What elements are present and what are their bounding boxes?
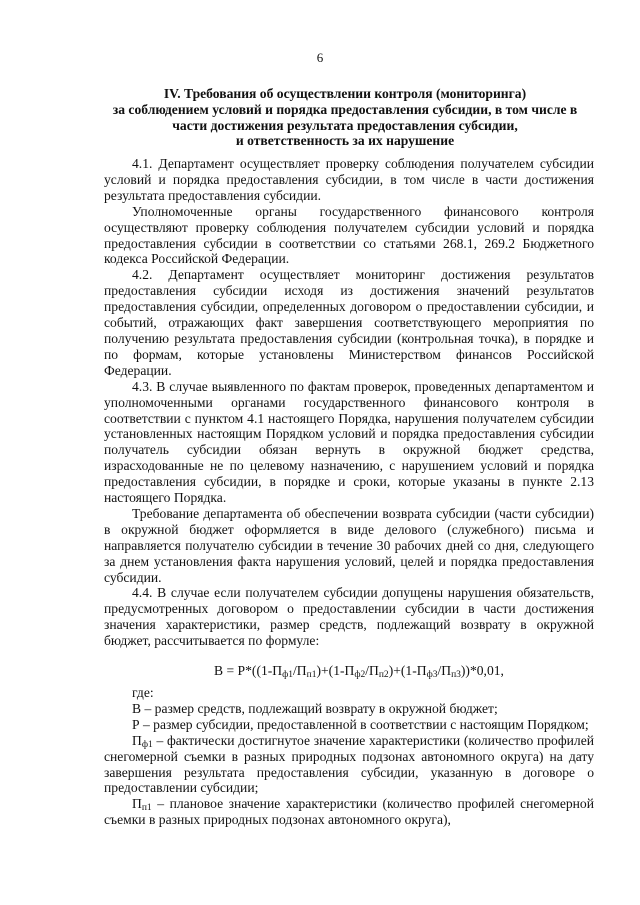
paragraph-4-4: 4.4. В случае если получателем субсидии допущены нарушения обязательств, предусмотренных договором о предоставлении субсидии в части достижения значения характеристики, размер средств, подлежащий возврату в окружной бюджет, рассчитывается по формуле: (104, 585, 594, 649)
formula-part: )+(1-П (388, 663, 427, 679)
paragraph-4-2: 4.2. Департамент осуществляет мониторинг достижения результатов предоставления субсидии исходя из достижения значений результатов предоставления субсидии, определенных договором о предоставлении субсидии, и событий, отражающих факт завершения соответствующего мероприятия по получению результата предоставления субсидии (контрольная точка), в порядке и по формам, которые установлены Министерством финансов Российской Федерации. (104, 267, 594, 378)
page-number: 6 (316, 50, 324, 65)
definition-v: В – размер средств, подлежащий возврату в окружной бюджет; (132, 700, 498, 716)
heading-line: части достижения результата предоставления субсидии, (172, 117, 518, 133)
paragraph-control-bodies: Уполномоченные органы государственного финансового контроля осуществляют проверку соблюдения получателем субсидии условий и порядка предоставления субсидии в соответствии со статьями 268.1, 269.2 Бюджетного кодекса Российской Федерации. (104, 203, 594, 267)
definition-pf1 (104, 733, 594, 797)
formula-subscript: п1 (306, 670, 317, 681)
formula-part: В = Р*((1-П (214, 663, 283, 679)
formula-subscript: п2 (378, 670, 389, 681)
formula-part: /П (437, 663, 452, 679)
definition-text: – фактически достигнутое значение характеристики (количество профилей снегомерной съемки в разных природных подзонах автономного округа) на дату завершения результата предоставления субсидии, указанную в договоре о предоставлении субсидии; (104, 732, 594, 796)
section-heading (100, 86, 590, 149)
definition-pp1 (104, 796, 594, 828)
symbol-subscript: п1 (141, 803, 152, 814)
document-body (104, 156, 594, 828)
formula-subscript: ф1 (282, 670, 294, 681)
heading-line: IV. Требования об осуществлении контроля (мониторинга) (163, 86, 527, 101)
heading-line: и ответственность за их нарушение (235, 133, 455, 149)
formula-part: ))*0,01, (460, 663, 504, 679)
symbol: П (132, 796, 142, 812)
symbol: П (132, 732, 142, 748)
formula-subscript: ф3 (426, 670, 438, 681)
formula-part: /П (365, 663, 379, 679)
paragraph-4-3: 4.3. В случае выявленного по фактам проверок, проведенных департаментом и уполномоченными органами государственного финансового контроля в соответствии с пунктом 4.1 настоящего Порядка, нарушения получателем субсидии установленных настоящим Порядком условий и порядка предоставления субсидии получатель субсидии обязан вернуть в окружной бюджет средства, израсходованные не по целевому назначению, с нарушением условий и порядка предоставления субсидии, в порядке и сроки, которые указаны в пункте 2.13 настоящего Порядка. (104, 378, 594, 506)
paragraph-4-1: 4.1. Департамент осуществляет проверку соблюдения получателем субсидии условий и порядка предоставления субсидии, в том числе в части достижения результата предоставления субсидии. (104, 156, 594, 203)
definition-r: Р – размер субсидии, предоставленной в соответствии с настоящим Порядком; (132, 716, 589, 732)
formula-subscript: п3 (451, 670, 461, 681)
refund-formula (104, 663, 594, 679)
heading-line: за соблюдением условий и порядка предоставления субсидии, в том числе в (112, 101, 578, 117)
paragraph-refund-request: Требование департамента об обеспечении возврата субсидии (части субсидии) в окружной бюджет оформляется в виде делового (служебного) письма и направляется получателю субсидии в течение 30 рабочих дней со дня, следующего за днем установления факта нарушения условий, целей и порядка предоставления субсидии. (104, 505, 594, 585)
formula-part: )+(1-П (316, 663, 355, 679)
definition-text: – плановое значение характеристики (количество профилей снегомерной съемки в разных природных подзонах автономного округа), (104, 796, 594, 828)
symbol-subscript: ф1 (141, 739, 153, 750)
where-label: где: (132, 685, 154, 700)
formula-part: /П (293, 663, 307, 679)
formula-subscript: ф2 (354, 670, 366, 681)
